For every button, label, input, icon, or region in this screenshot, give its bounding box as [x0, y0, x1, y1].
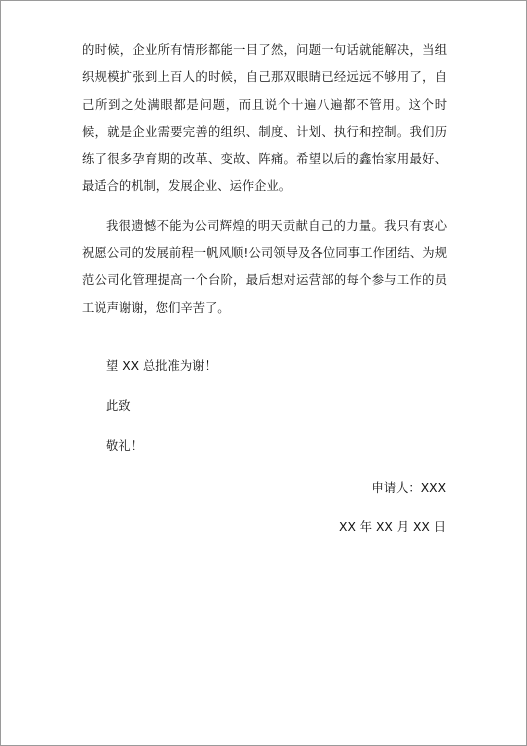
applicant-signature: 申请人：XXX: [371, 481, 446, 495]
closing-salutation: 此致: [106, 399, 131, 413]
letter-body: [82, 37, 447, 322]
paragraph-1: 的时候，企业所有情形都能一目了然，问题一句话就能解决，当组织规模扩张到上百人的时候，自己那双眼睛已经远远不够用了，自己所到之处满眼都是问题，而且说个十遍八遍都不管用。这个时候，就是企业需要完善的组织、制度、计划、执行和控制。我们历练了很多孕育期的改革、变故、阵痛。希望以后的鑫怡家用最好、最适合的机制，发展企业、运作企业。: [82, 43, 447, 194]
request-line: 望 XX 总批准为谢！: [106, 359, 217, 373]
letter-date: XX 年 XX 月 XX 日: [339, 520, 446, 534]
closing-respect: 敬礼！: [106, 439, 143, 453]
paragraph-2: 我很遗憾不能为公司辉煌的明天贡献自己的力量。我只有衷心祝愿公司的发展前程一帆风顺!公司领导及各位同事工作团结、为规范公司化管理提高一个台阶，最后想对运营部的每个参与工作的员工说声谢谢，您们辛苦了。: [82, 218, 447, 315]
